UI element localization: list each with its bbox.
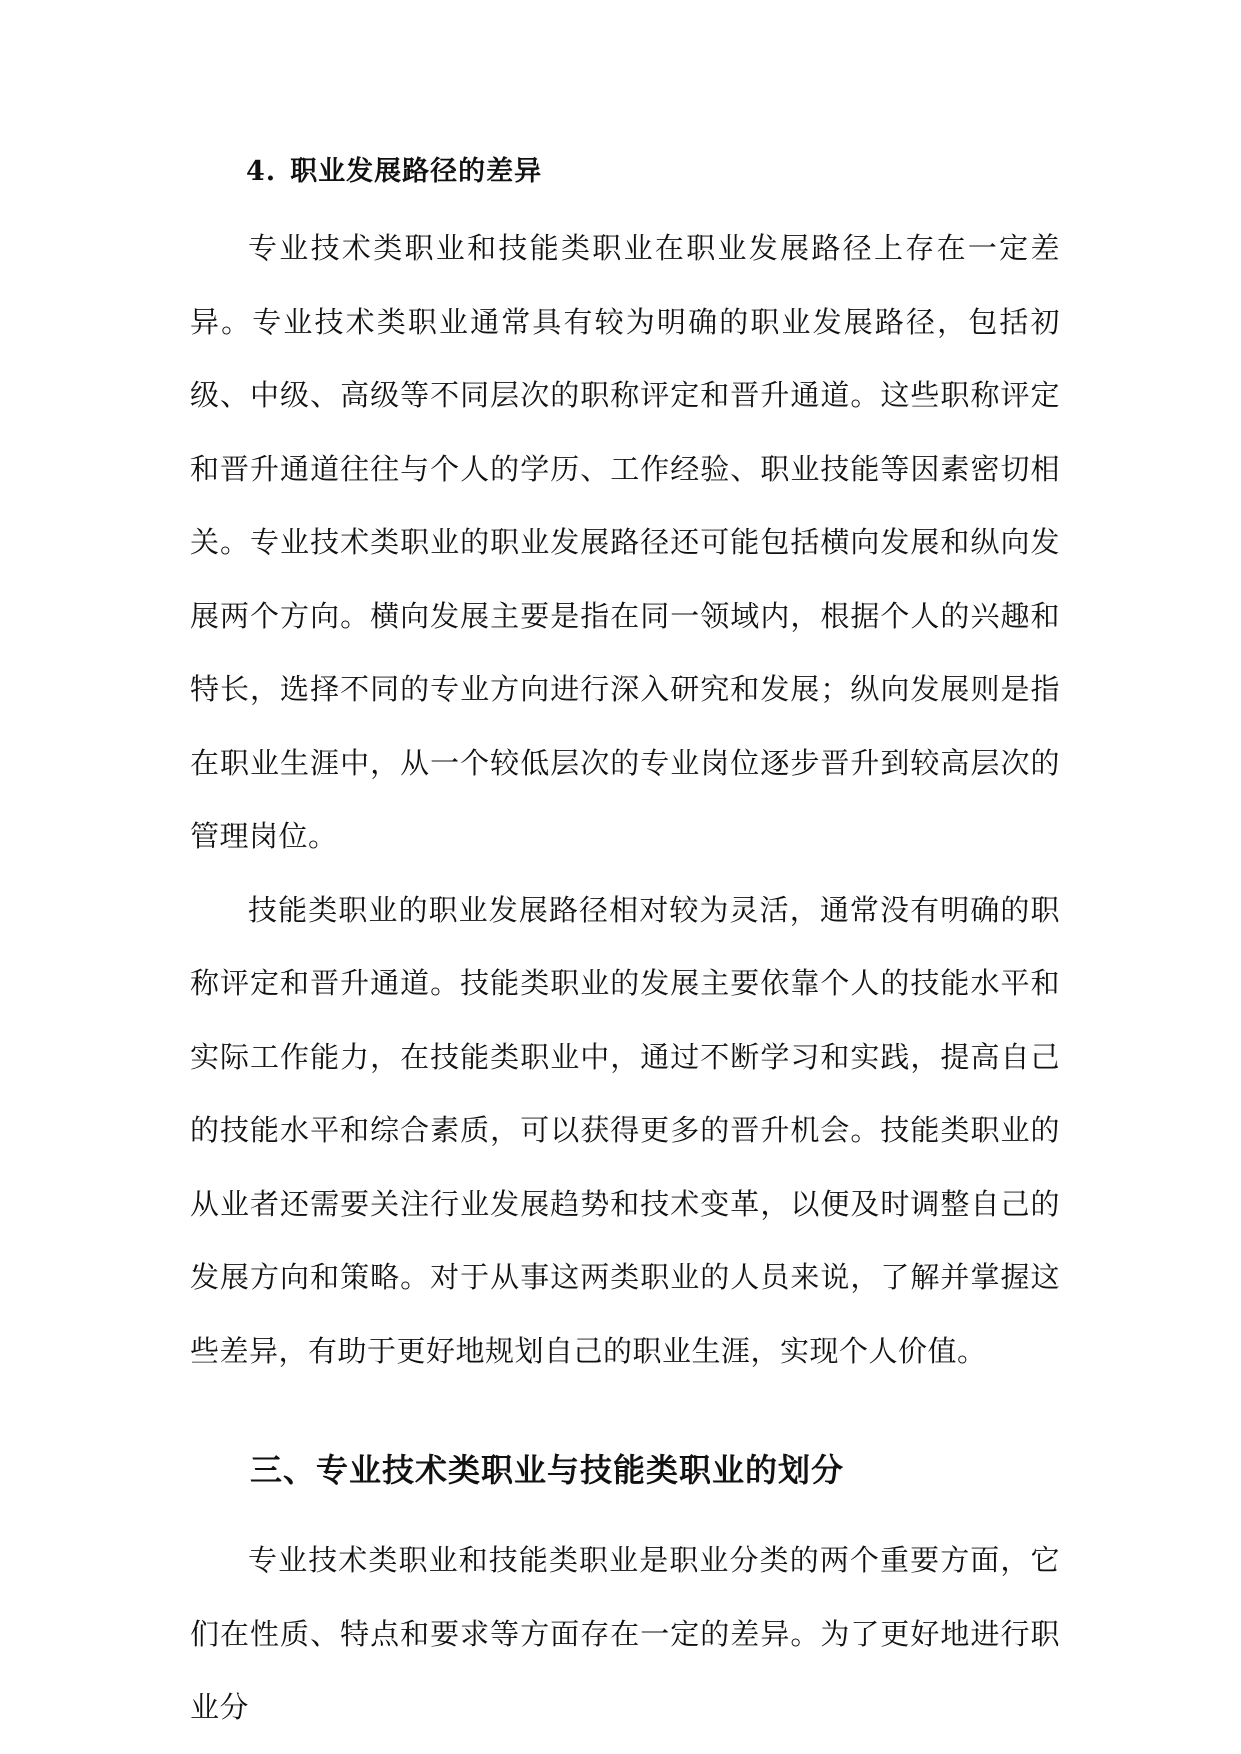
subsection-heading [246,146,1060,198]
body-paragraph-2: 技能类职业的职业发展路径相对较为灵活，通常没有明确的职称评定和晋升通道。技能类职业的发展主要依靠个人的技能水平和实际工作能力，在技能类职业中，通过不断学习和实践，提高自己的技能水平和综合素质，可以获得更多的晋升机会。技能类职业的从业者还需要关注行业发展趋势和技术变革，以便及时调整自己的发展方向和策略。对于从事这两类职业的人员来说，了解并掌握这些差异，有助于更好地规划自己的职业生涯，实现个人价值。 [190,892,1060,1368]
subsection-title: 职业发展路径的差异 [290,156,543,187]
section-heading: 三、专业技术类职业与技能类职业的划分 [250,1451,845,1489]
body-paragraph-1: 专业技术类职业和技能类职业在职业发展路径上存在一定差异。专业技术类职业通常具有较为明确的职业发展路径，包括初级、中级、高级等不同层次的职称评定和晋升通道。这些职称评定和晋升通道往往与个人的学历、工作经验、职业技能等因素密切相关。专业技术类职业的职业发展路径还可能包括横向发展和纵向发展两个方向。横向发展主要是指在同一领域内，根据个人的兴趣和特长，选择不同的专业方向进行深入研究和发展；纵向发展则是指在职业生涯中，从一个较低层次的专业岗位逐步晋升到较高层次的管理岗位。 [190,231,1060,853]
page-content [190,146,1060,1745]
subsection-number: 4. [246,156,277,187]
section-paragraph-1: 专业技术类职业和技能类职业是职业分类的两个重要方面，它们在性质、特点和要求等方面存在一定的差异。为了更好地进行职业分 [190,1543,1060,1724]
